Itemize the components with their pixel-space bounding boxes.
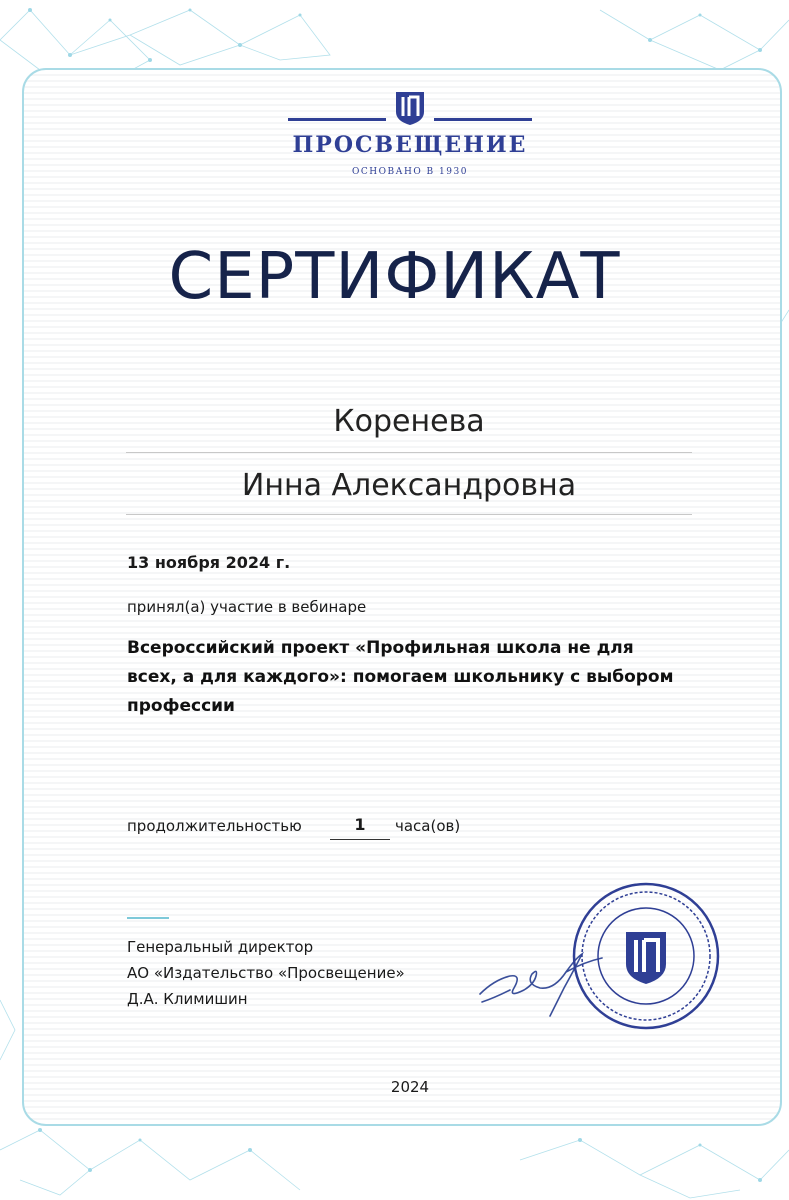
publisher-emblem-icon (394, 90, 426, 126)
official-seal-stamp (570, 880, 722, 1032)
duration-value: 1 (330, 815, 390, 840)
certificate-year: 2024 (390, 1078, 430, 1096)
certificate-title: СЕРТИФИКАТ (168, 240, 621, 314)
signatory-block (127, 934, 405, 1012)
publisher-logo (280, 88, 540, 188)
logo-rule-right (434, 118, 532, 121)
logo-subtitle: ОСНОВАНО В 1930 (352, 167, 468, 177)
signatory-position: Генеральный директор (127, 938, 314, 956)
recipient-given-names: Инна Александровна (241, 468, 577, 503)
name-divider-2 (126, 514, 692, 515)
event-title: Всероссийский проект «Профильная школа не для всех, а для каждого»: помогаем школьнику с выбором профессии (127, 638, 674, 716)
signatory-organization: АО «Издательство «Просвещение» (127, 964, 405, 982)
signatory-accent-line (127, 917, 169, 919)
participation-text: принял(а) участие в вебинаре (127, 598, 367, 616)
logo-title: ПРОСВЕЩЕНИЕ (292, 132, 528, 158)
signatory-name: Д.А. Климишин (127, 990, 248, 1008)
duration-unit: часа(ов) (395, 817, 461, 835)
recipient-surname: Коренева (333, 404, 485, 439)
logo-rule-left (288, 118, 386, 121)
event-date: 13 ноября 2024 г. (127, 553, 291, 572)
name-divider-1 (126, 452, 692, 453)
duration-label: продолжительностью (127, 817, 302, 835)
